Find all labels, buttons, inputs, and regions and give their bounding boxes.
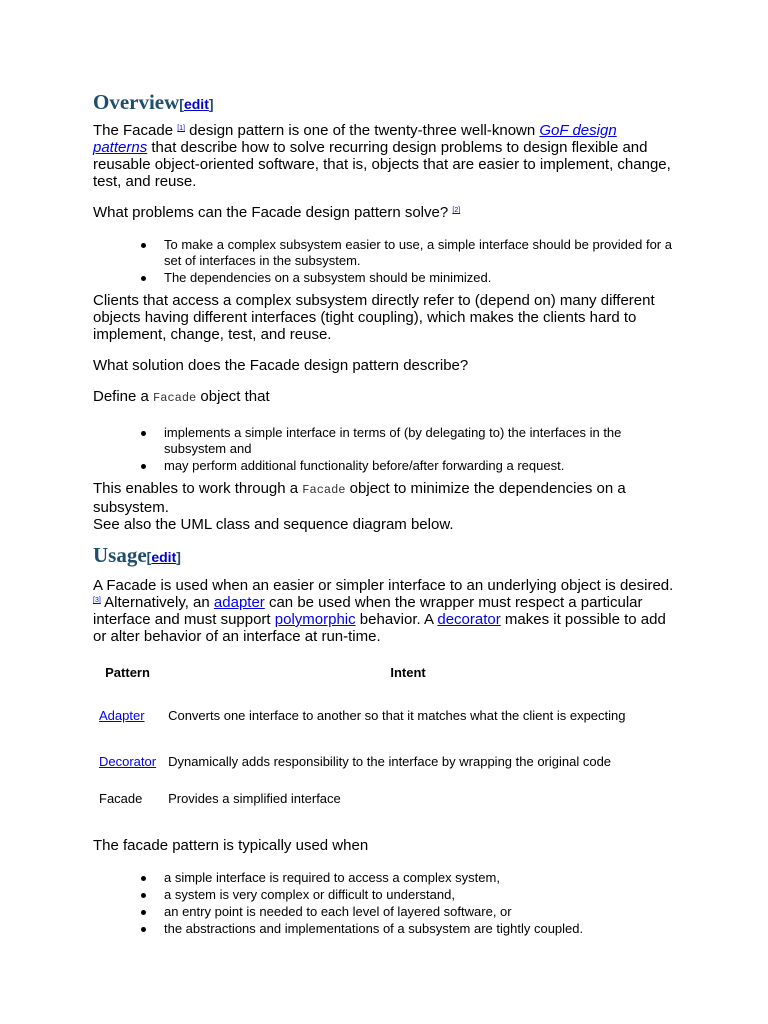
problems-list (93, 237, 675, 286)
list-item: a simple interface is required to access a complex system, (164, 870, 675, 886)
adapter-link[interactable]: adapter (213, 594, 265, 611)
section-edit: [edit] (179, 96, 214, 112)
usage-heading: Usage[edit] (93, 543, 181, 567)
table-cell: Facade (99, 791, 143, 806)
table-row (93, 685, 654, 747)
adapter-table-link[interactable]: Adapter (99, 708, 145, 723)
overview-edit-link[interactable]: edit (183, 96, 209, 112)
list-item: a system is very complex or difficult to understand, (164, 887, 675, 903)
citation-link[interactable]: [1] (177, 125, 186, 132)
table-cell: Converts one interface to another so that it matches what the client is expecting (168, 708, 626, 723)
gof-design-patterns-link[interactable]: GoF design patterns (93, 122, 617, 156)
table-row (93, 777, 654, 821)
citation-link[interactable]: [3] (93, 597, 101, 604)
table-cell: Dynamically adds responsibility to the interface by wrapping the original code (168, 754, 612, 769)
section-edit: [edit] (146, 549, 181, 565)
table-cell: Provides a simplified interface (168, 791, 341, 806)
table-header: Intent (390, 664, 426, 680)
clients-paragraph: Clients that access a complex subsystem directly refer to (depend on) many different objects having different interfaces (tight coupling), which makes the clients hard to implement, change, test, and reuse. (93, 292, 655, 343)
facade-code: Facade (302, 483, 346, 497)
table-header: Pattern (105, 664, 150, 680)
pattern-intent-table (93, 659, 654, 821)
problems-question: What problems can the Facade design pattern solve? [2] (93, 204, 461, 221)
citation-link[interactable]: [2] (452, 207, 461, 214)
table-cell (93, 685, 162, 747)
decorator-table-link[interactable]: Decorator (99, 754, 157, 769)
article-content (93, 88, 675, 938)
list-item: implements a simple interface in terms of (by delegating to) the interfaces in the subsystem and (164, 425, 675, 457)
list-item: the abstractions and implementations of a subsystem are tightly coupled. (164, 921, 675, 937)
usage-paragraph: A Facade is used when an easier or simpler interface to an underlying object is desired.[3] Alternatively, an adapter can be used when the wrapper must respect a particular interface and must support polymorphic behavior. A decorator makes it possible to add or alter behavior of an interface at run-time. (93, 577, 674, 645)
list-item: To make a complex subsystem easier to use, a simple interface should be provided for a set of interfaces in the subsystem. (164, 237, 675, 269)
polymorphic-link[interactable]: polymorphic (274, 611, 356, 628)
list-item: may perform additional functionality before/after forwarding a request. (164, 458, 675, 474)
usage-edit-link[interactable]: edit (151, 549, 177, 565)
facade-usage-intro: The facade pattern is typically used when (93, 837, 369, 854)
overview-intro-paragraph: The Facade [1] design pattern is one of the twenty-three well-known GoF design patterns that describe how to solve recurring design problems to design flexible and reusable object-oriented software, that is, objects that are easier to implement, change, test, and reuse. (93, 122, 671, 190)
table-header-row (93, 659, 654, 685)
decorator-link[interactable]: decorator (437, 611, 501, 628)
overview-heading: Overview[edit] (93, 90, 214, 114)
facade-code: Facade (153, 391, 197, 405)
enables-paragraph: This enables to work through a Facade object to minimize the dependencies on a subsystem. (93, 480, 626, 516)
solution-question: What solution does the Facade design pattern describe? (93, 357, 469, 374)
define-facade-paragraph: Define a Facade object that (93, 388, 270, 405)
see-also-paragraph: See also the UML class and sequence diagram below. (93, 516, 454, 533)
solutions-list (93, 425, 675, 474)
facade-usage-list (93, 870, 675, 937)
list-item: an entry point is needed to each level of layered software, or (164, 904, 675, 920)
table-cell (93, 747, 162, 777)
list-item: The dependencies on a subsystem should be minimized. (164, 270, 675, 286)
table-row (93, 747, 654, 777)
